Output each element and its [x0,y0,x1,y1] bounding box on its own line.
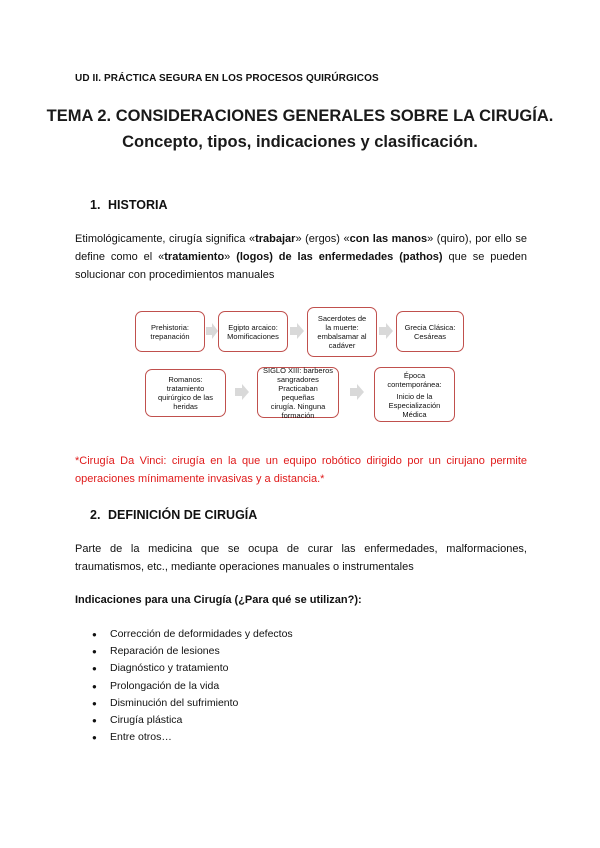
flow-box-sacerdotes: Sacerdotes de la muerte: embalsamar al cadáver [307,307,377,357]
list-item: ● Entre otros… [92,729,293,746]
arrow-right-icon [350,384,364,400]
text-run: » (quiro), por ello se define como el « [75,233,527,263]
bold-term: con las manos [349,233,428,245]
da-vinci-note: *Cirugía Da Vinci: cirugía en la que un equipo robótico dirigido por un cirujano permite operaciones mínimamente invasivas y a distancia.* [75,455,527,485]
text-run: que se pueden solucionar con procedimientos manuales [75,251,527,281]
flow-box-siglo-xiii: SIGLO XIII: barberos sangradores Practicaban pequeñas cirugía. Ninguna formación [257,367,339,418]
page-title: TEMA 2. CONSIDERACIONES GENERALES SOBRE LA CIRUGÍA. [46,107,554,125]
flow-box-egipto: Egipto arcaico: Momificaciones [218,311,288,352]
definicion-paragraph: Parte de la medicina que se ocupa de curar las enfermedades, malformaciones, traumatismos, etc., mediante operaciones manuales o instrumentales [75,543,527,573]
list-item: ● Prolongación de la vida [92,678,293,695]
arrow-right-icon [206,323,218,339]
section-title: HISTORIA [108,198,168,212]
bold-term: (logos) de las enfermedades (pathos) [236,251,443,263]
text-run: » [224,251,237,263]
list-item: ● Diagnóstico y tratamiento [92,660,293,677]
list-item: ● Reparación de lesiones [92,643,293,660]
arrow-right-icon [379,323,393,339]
flow-box-contemporanea: Época contemporánea: Inicio de la Especialización Médica [374,367,455,422]
bold-term: trabajar [255,233,296,245]
section-number: 2. [90,508,101,522]
flow-box-grecia: Grecia Clásica: Cesáreas [396,311,464,352]
unit-header: UD II. PRÁCTICA SEGURA EN LOS PROCESOS QUIRÚRGICOS [75,73,379,84]
list-item: ● Corrección de deformidades y defectos [92,626,293,643]
list-item: ● Disminución del sufrimiento [92,695,293,712]
section-title: DEFINICIÓN DE CIRUGÍA [108,508,258,522]
indications-list [92,626,293,746]
section-number: 1. [90,198,101,212]
bold-term: tratamiento [164,251,225,263]
text-run: Etimológicamente, cirugía significa « [75,233,256,245]
arrow-right-icon [290,323,304,339]
flow-box-prehistoria: Prehistoria: trepanación [135,311,205,352]
arrow-right-icon [235,384,249,400]
flow-box-romanos: Romanos: tratamiento quirúrgico de las heridas [145,369,226,417]
list-item: ● Cirugía plástica [92,712,293,729]
section-definicion-heading [90,508,257,522]
indications-title: Indicaciones para una Cirugía (¿Para qué se utilizan?): [75,594,362,606]
text-run: » (ergos) « [295,233,350,245]
page-subtitle: Concepto, tipos, indicaciones y clasificación. [122,133,478,151]
